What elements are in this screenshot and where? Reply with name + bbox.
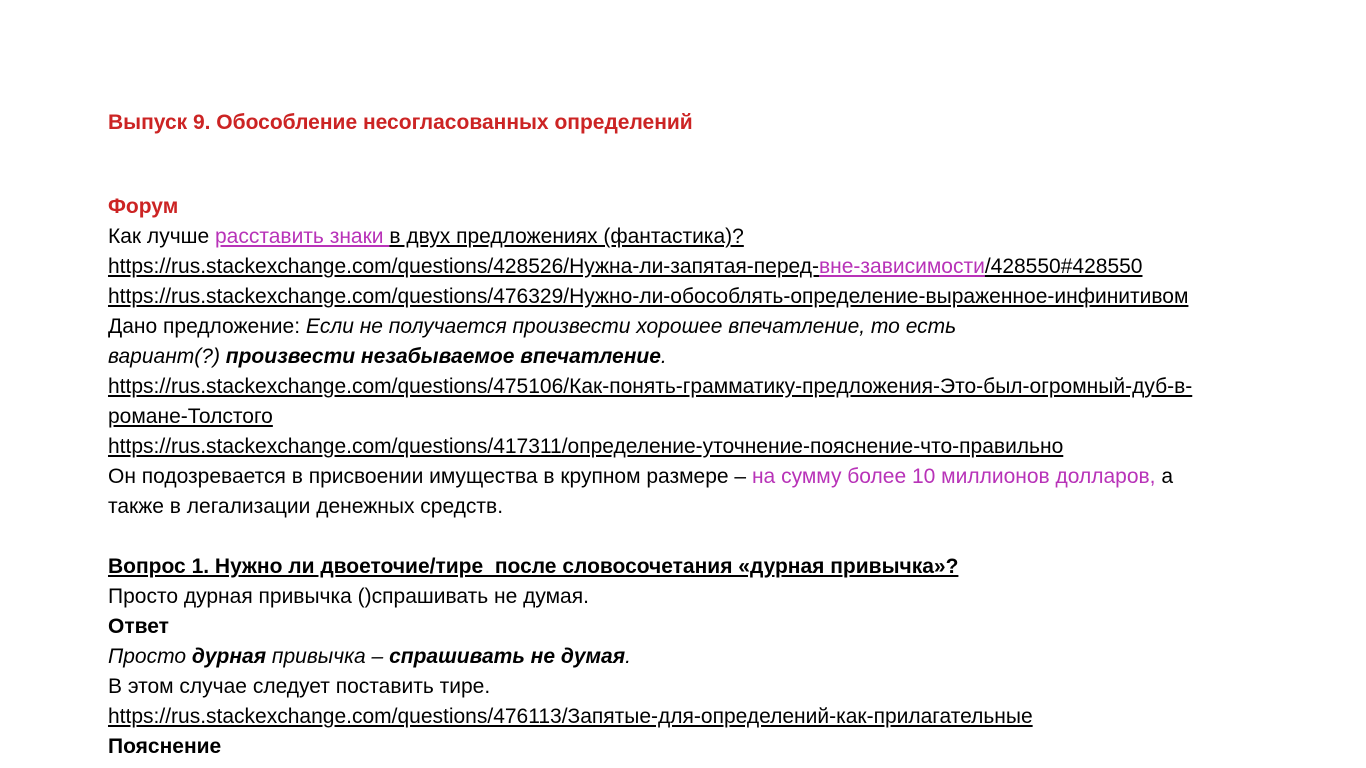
answer-note: В этом случае следует поставить тире. bbox=[108, 675, 491, 698]
answer-part-4: спрашивать не думая bbox=[389, 645, 626, 668]
url-link-1-highlight[interactable]: вне-зависимости bbox=[818, 255, 985, 278]
forum-question-line bbox=[108, 222, 1258, 252]
url-link-3[interactable]: https://rus.stackexchange.com/questions/475106/Как-понять-грамматику-предложения-Это-был-огромный-дуб-в-романе-Толстого bbox=[108, 375, 1193, 428]
issue-title: Выпуск 9. Обособление несогласованных определений bbox=[108, 111, 693, 134]
document bbox=[108, 106, 1258, 762]
given-end: . bbox=[660, 345, 667, 368]
explanation-label: Пояснение bbox=[108, 735, 222, 758]
question-1-url-link[interactable]: https://rus.stackexchange.com/questions/476113/Запятые-для-определений-как-прилагательные bbox=[108, 705, 1033, 728]
url-link-1-part3[interactable]: /428550#428550 bbox=[984, 255, 1143, 278]
given-sentence-line-2 bbox=[108, 342, 1258, 372]
given-bold-italic: произвести незабываемое впечатление bbox=[225, 345, 661, 368]
url-line-3 bbox=[108, 372, 1248, 432]
question-1-sentence: Просто дурная привычка ()спрашивать не думая. bbox=[108, 585, 589, 608]
given-sentence-line-1 bbox=[108, 312, 1258, 342]
suspect-suffix: а также в легализации денежных средств. bbox=[108, 465, 1174, 518]
given-italic-1: Если не получается произвести хорошее впечатление, то есть bbox=[305, 315, 957, 338]
question-suffix: в двух предложениях (фантастика)? bbox=[389, 225, 744, 248]
question-1-heading: Вопрос 1. Нужно ли двоеточие/тире после словосочетания «дурная привычка»? bbox=[108, 555, 959, 578]
place-marks-link[interactable]: расставить знаки bbox=[215, 225, 390, 248]
suspect-paragraph bbox=[108, 462, 1233, 522]
question-1-url-line bbox=[108, 702, 1258, 732]
answer-sentence bbox=[108, 642, 1258, 672]
forum-heading: Форум bbox=[108, 195, 179, 218]
suspect-prefix: Он подозревается в присвоении имущества в крупном размере – bbox=[108, 465, 752, 488]
answer-part-2: дурная bbox=[191, 645, 267, 668]
question-prefix: Как лучше bbox=[108, 225, 215, 248]
url-link-4[interactable]: https://rus.stackexchange.com/questions/417311/определение-уточнение-пояснение-что-правильно bbox=[108, 435, 1064, 458]
given-italic-2: вариант(?) bbox=[108, 345, 226, 368]
url-link-2[interactable]: https://rus.stackexchange.com/questions/476329/Нужно-ли-обособлять-определение-выраженное-инфинитивом bbox=[108, 285, 1189, 308]
answer-part-3: привычка – bbox=[266, 645, 390, 668]
url-link-1-part1[interactable]: https://rus.stackexchange.com/questions/428526/Нужна-ли-запятая-перед- bbox=[108, 255, 819, 278]
answer-label: Ответ bbox=[108, 615, 169, 638]
url-line-4 bbox=[108, 432, 1258, 462]
spacer bbox=[108, 522, 1258, 552]
answer-part-5: . bbox=[625, 645, 631, 668]
suspect-highlight: на сумму более 10 миллионов долларов, bbox=[751, 465, 1156, 488]
answer-part-1: Просто bbox=[108, 645, 192, 668]
url-line-1 bbox=[108, 252, 1258, 282]
url-line-2 bbox=[108, 282, 1258, 312]
given-prefix: Дано предложение: bbox=[108, 315, 306, 338]
